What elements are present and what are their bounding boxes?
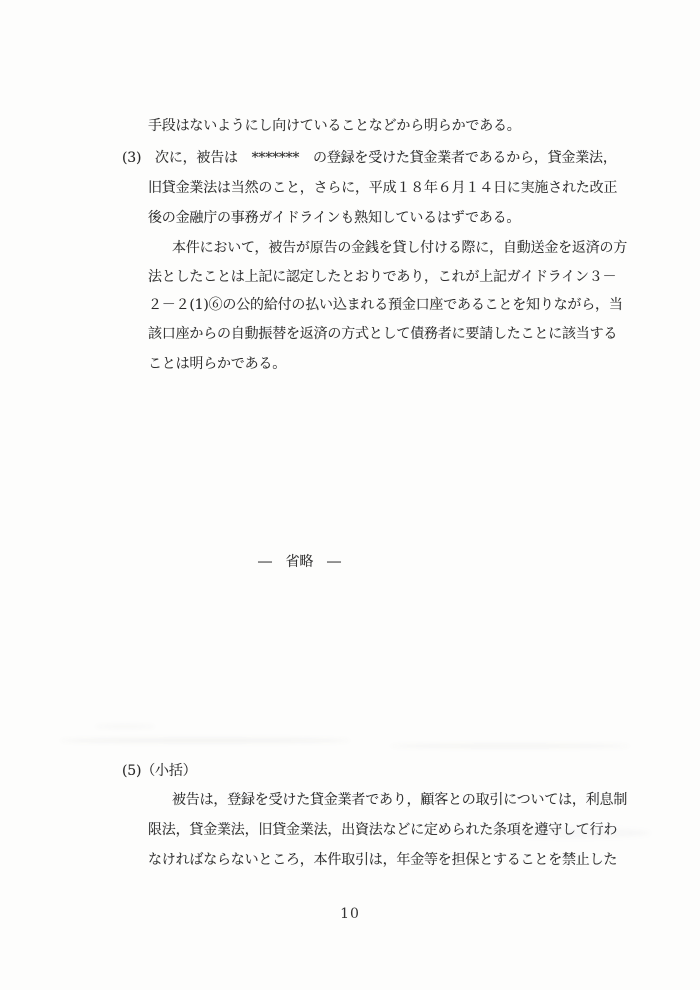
scan-smudge	[95, 725, 155, 728]
text-line: 被告は，登録を受けた貸金業者であり，顧客との取引については，利息制	[172, 792, 628, 808]
text-line: 限法，貸金業法，旧貸金業法，出資法などに定められた条項を遵守して行わ	[148, 822, 618, 838]
text-line: 後の金融庁の事務ガイドラインも熟知しているはずである。	[148, 210, 521, 226]
text-line: 手段はないようにし向けていることなどから明らかである。	[148, 118, 521, 134]
text-line: なければならないところ，本件取引は，年金等を担保とすることを禁止した	[148, 852, 618, 868]
omission-marker: ― 省略 ―	[258, 554, 341, 570]
scan-smudge	[60, 738, 350, 743]
text-line: ２－２(1)⑥の公的給付の払い込まれる預金口座であることを知りながら，当	[148, 297, 623, 313]
text-line: 法としたことは上記に認定したとおりであり，これが上記ガイドライン３－	[148, 269, 617, 285]
page-number: 10	[340, 906, 360, 922]
text-line: 旧貸金業法は当然のこと，さらに，平成１８年６月１４日に実施された改正	[148, 180, 618, 196]
text-line-paragraph-3: (3) 次に，被告は ******* の登録を受けた貸金業者であるから，貸金業法，	[122, 150, 617, 166]
text-line-paragraph-5-heading: (5)（小括）	[122, 763, 197, 779]
text-line: 本件において，被告が原告の金銭を貸し付ける際に，自動送金を返済の方	[172, 240, 628, 256]
text-line: ことは明らかである。	[148, 356, 286, 372]
text-line: 該口座からの自動振替を返済の方式として債務者に要請したことに該当する	[148, 326, 618, 342]
scan-smudge	[390, 744, 630, 748]
